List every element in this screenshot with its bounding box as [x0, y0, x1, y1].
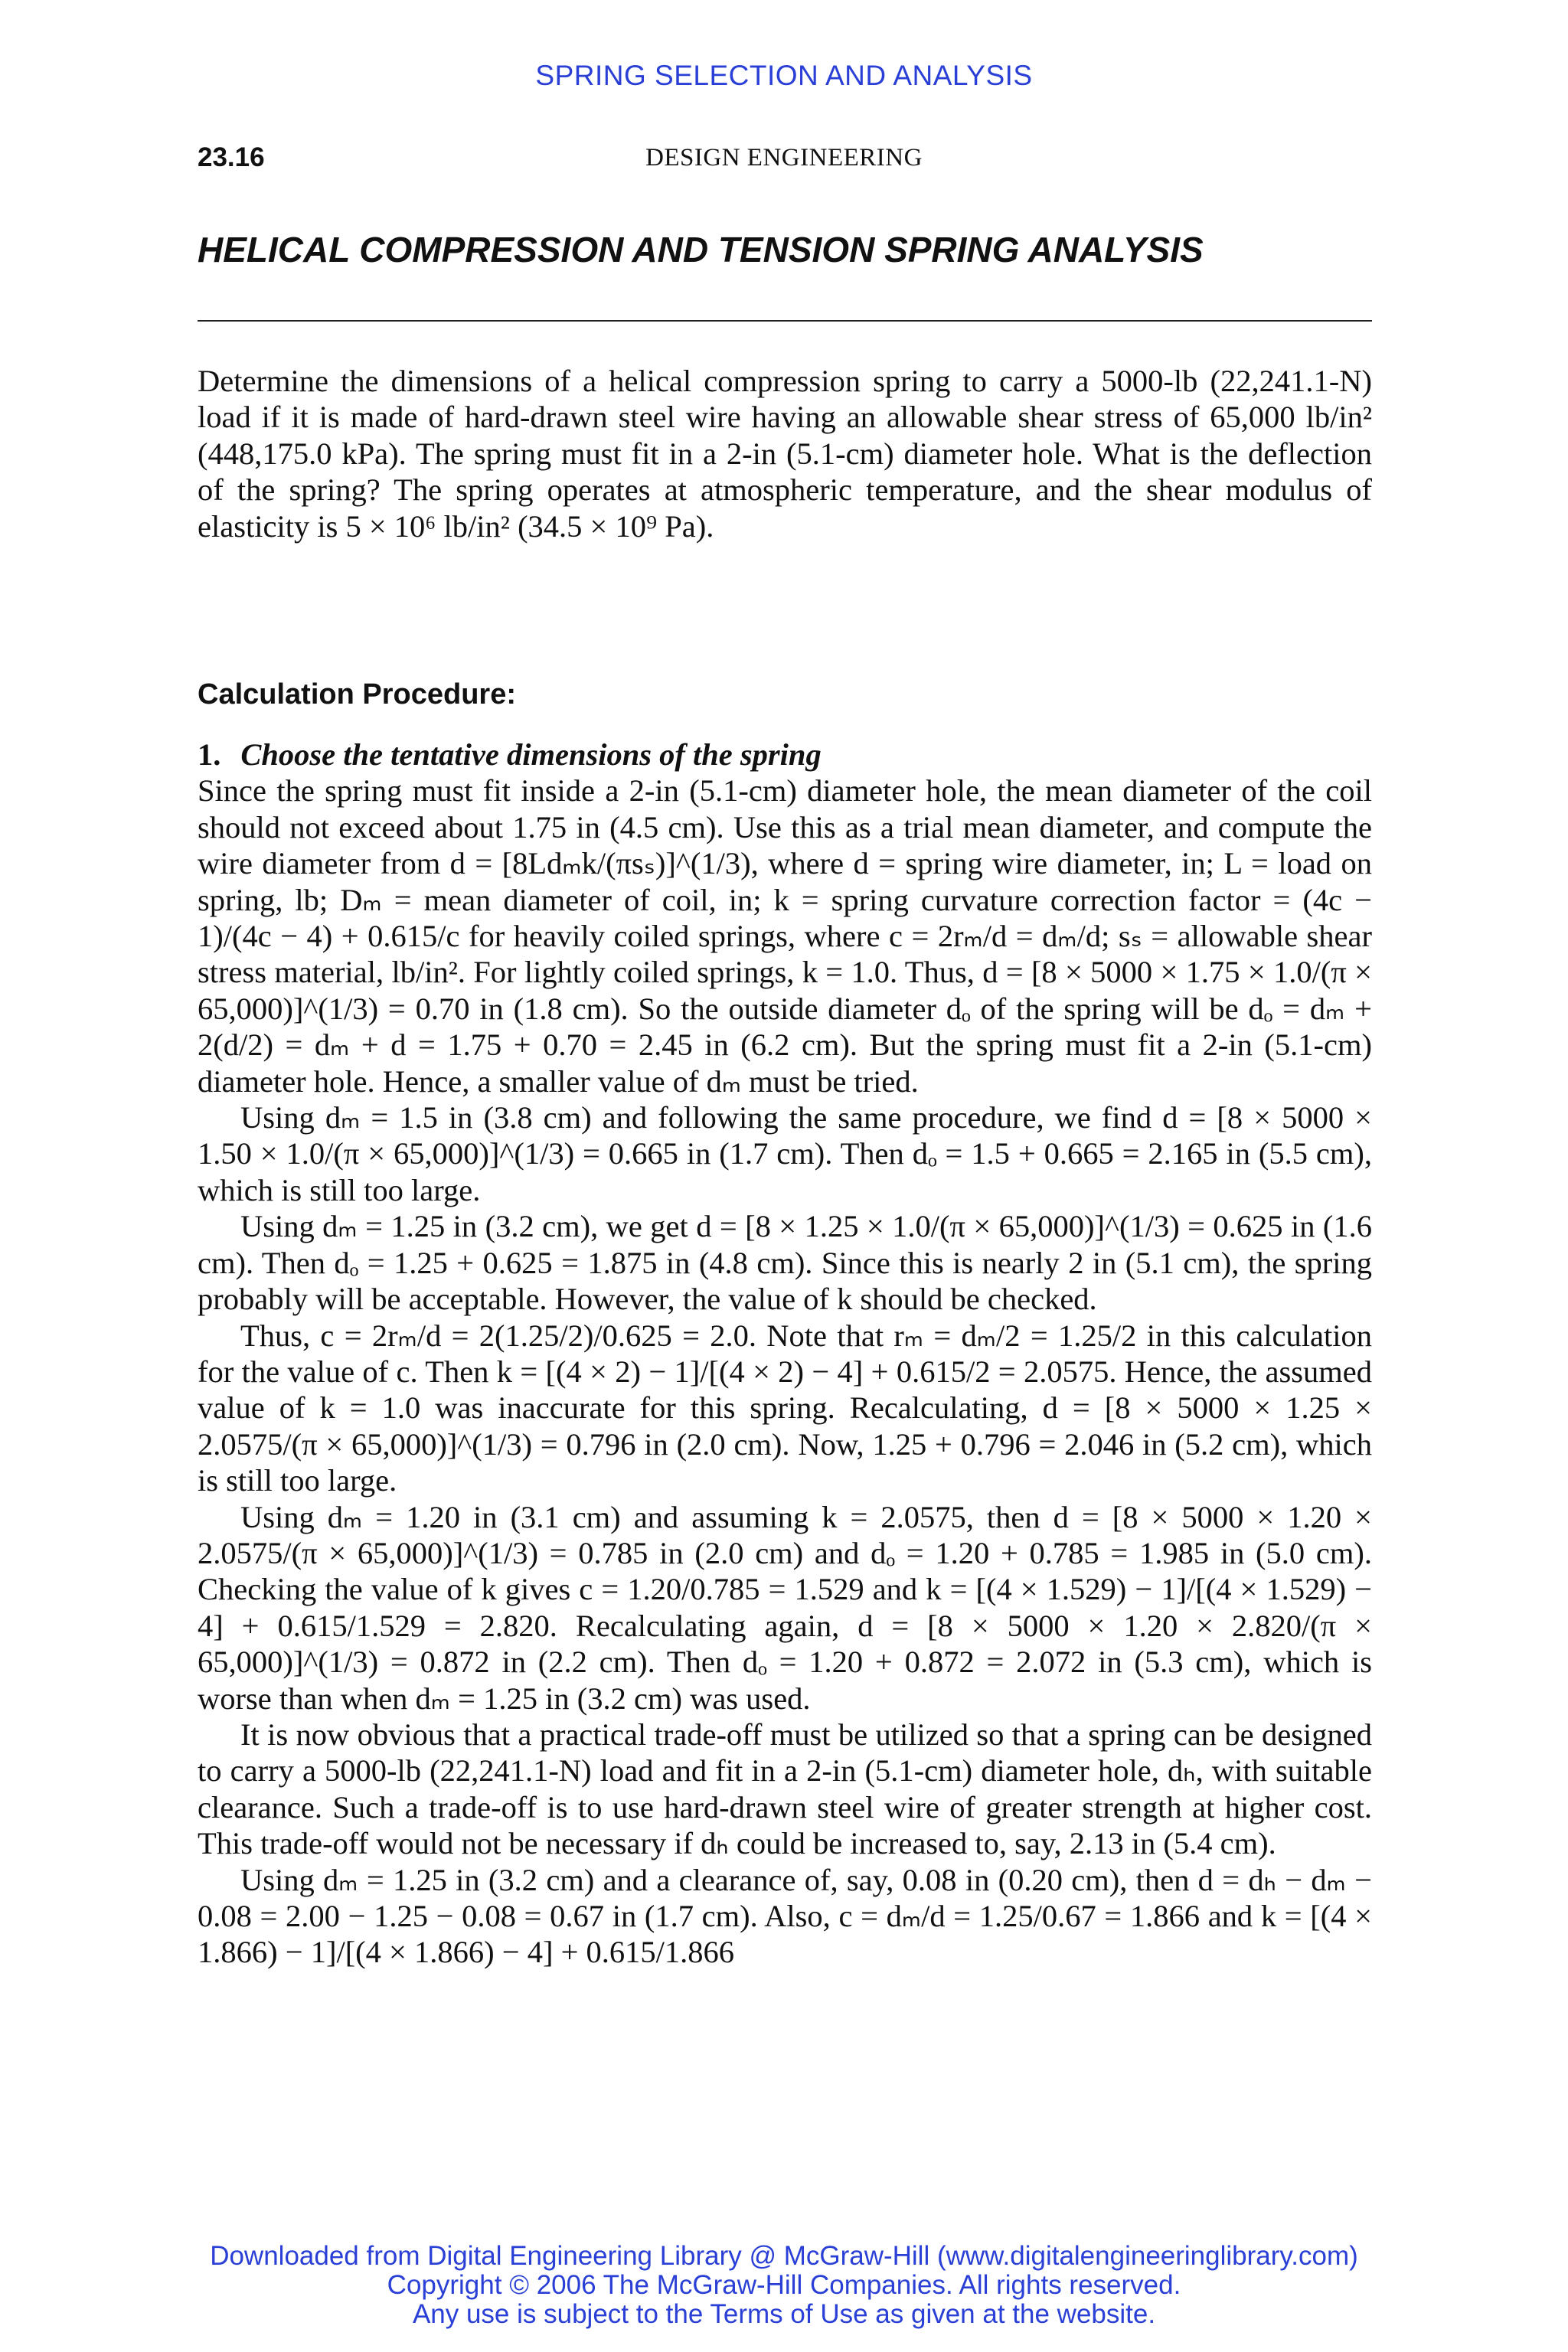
- step-paragraph: Using dₘ = 1.5 in (3.8 cm) and following the same procedure, we find d = [8 × 5000 × 1.50 × 1.0/(π × 65,000)]^(1/3) = 0.665 in (1.7 cm). Then dₒ = 1.5 + 0.665 = 2.165 in (5.5 cm), which is still too large.: [198, 1100, 1372, 1207]
- problem-statement: [198, 363, 1372, 544]
- step-paragraph: Using dₘ = 1.25 in (3.2 cm) and a clearance of, say, 0.08 in (0.20 cm), then d = dₕ − dₘ − 0.08 = 2.00 − 1.25 − 0.08 = 0.67 in (1.7 cm). Also, c = dₘ/d = 1.25/0.67 = 1.866 and k = [(4 × 1.866) − 1]/[(4 × 1.866) − 4] + 0.615/1.866: [198, 1862, 1372, 1970]
- step-paragraph: Using dₘ = 1.25 in (3.2 cm), we get d = [8 × 1.25 × 1.0/(π × 65,000)]^(1/3) = 0.625 in (1.6 cm). Then dₒ = 1.25 + 0.625 = 1.875 in (4.8 cm). Since this is nearly 2 in (5.1 cm), the spring probably will be acceptable. However, the value of k should be checked.: [198, 1209, 1372, 1317]
- book-title: DESIGN ENGINEERING: [645, 144, 923, 172]
- step-paragraph: Since the spring must fit inside a 2-in (5.1-cm) diameter hole, the mean diameter of the coil should not exceed about 1.75 in (4.5 cm). Use this as a trial mean diameter, and compute the wire diameter from d = [8Ldₘk/(πsₛ)]^(1/3), where d = spring wire diameter, in; L = load on spring, lb; Dₘ = mean diameter of coil, in; k = spring curvature correction factor = (4c − 1)/(4c − 4) + 0.615/c for heavily coiled springs, where c = 2rₘ/d = dₘ/d; sₛ = allowable shear stress material, lb/in². For lightly coiled springs, k = 1.0. Thus, d = [8 × 5000 × 1.75 × 1.0/(π × 65,000)]^(1/3) = 0.70 in (1.8 cm). So the outside diameter dₒ of the spring will be dₒ = dₘ + 2(d/2) = dₘ + d = 1.75 + 0.70 = 2.45 in (6.2 cm). But the spring must fit a 2-in (5.1-cm) diameter hole. Hence, a smaller value of dₘ must be tried.: [198, 773, 1372, 1099]
- calculation-heading: Calculation Procedure:: [198, 678, 516, 710]
- section-title: HELICAL COMPRESSION AND TENSION SPRING ANALYSIS: [198, 230, 1204, 270]
- footer-copyright: Copyright © 2006 The McGraw-Hill Companies. All rights reserved.: [387, 2270, 1181, 2300]
- problem-paragraph: Determine the dimensions of a helical compression spring to carry a 5000-lb (22,241.1-N) load if it is made of hard-drawn steel wire having an allowable shear stress of 65,000 lb/in² (448,175.0 kPa). The spring must fit in a 2-in (5.1-cm) diameter hole. What is the deflection of the spring? The spring operates at atmospheric temperature, and the shear modulus of elasticity is 5 × 10⁶ lb/in² (34.5 × 10⁹ Pa).: [198, 364, 1372, 544]
- step-paragraph: It is now obvious that a practical trade-off must be utilized so that a spring can be designed to carry a 5000-lb (22,241.1-N) load and fit in a 2-in (5.1-cm) diameter hole, dₕ, with suitable clearance. Such a trade-off is to use hard-drawn steel wire of greater strength at higher cost. This trade-off would not be necessary if dₕ could be increased to, say, 2.13 in (5.4 cm).: [198, 1717, 1372, 1861]
- step-number: 1.: [198, 737, 221, 772]
- page-number: 23.16: [198, 142, 265, 172]
- footer-terms: Any use is subject to the Terms of Use as given at the website.: [412, 2299, 1156, 2329]
- title-rule: [198, 320, 1372, 322]
- footer-download-link[interactable]: Downloaded from Digital Engineering Library @ McGraw-Hill (www.digitalengineeringlibrary.com): [210, 2241, 1358, 2271]
- footer: [0, 2242, 1568, 2329]
- step-paragraph: Using dₘ = 1.20 in (3.1 cm) and assuming k = 2.0575, then d = [8 × 5000 × 1.20 × 2.0575/(π × 65,000)]^(1/3) = 0.785 in (2.0 cm) and dₒ = 1.20 + 0.785 = 1.985 in (5.0 cm). Checking the value of k gives c = 1.20/0.785 = 1.529 and k = [(4 × 1.529) − 1]/[(4 × 1.529) − 4] + 0.615/1.529 = 2.820. Recalculating again, d = [8 × 5000 × 1.20 × 2.820/(π × 65,000)]^(1/3) = 0.872 in (2.2 cm). Then dₒ = 1.20 + 0.872 = 2.072 in (5.3 cm), which is worse than when dₘ = 1.25 in (3.2 cm) was used.: [198, 1499, 1372, 1716]
- calculation-steps: [198, 737, 1372, 1971]
- step-heading: [198, 737, 1372, 773]
- running-header: SPRING SELECTION AND ANALYSIS: [535, 60, 1033, 91]
- step-title: Choose the tentative dimensions of the spring: [240, 737, 822, 772]
- step-paragraph: Thus, c = 2rₘ/d = 2(1.25/2)/0.625 = 2.0. Note that rₘ = dₘ/2 = 1.25/2 in this calculation for the value of c. Then k = [(4 × 2) − 1]/[(4 × 2) − 4] + 0.615/2 = 2.0575. Hence, the assumed value of k = 1.0 was inaccurate for this spring. Recalculating, d = [8 × 5000 × 1.25 × 2.0575/(π × 65,000)]^(1/3) = 0.796 in (2.0 cm). Now, 1.25 + 0.796 = 2.046 in (5.2 cm), which is still too large.: [198, 1318, 1372, 1498]
